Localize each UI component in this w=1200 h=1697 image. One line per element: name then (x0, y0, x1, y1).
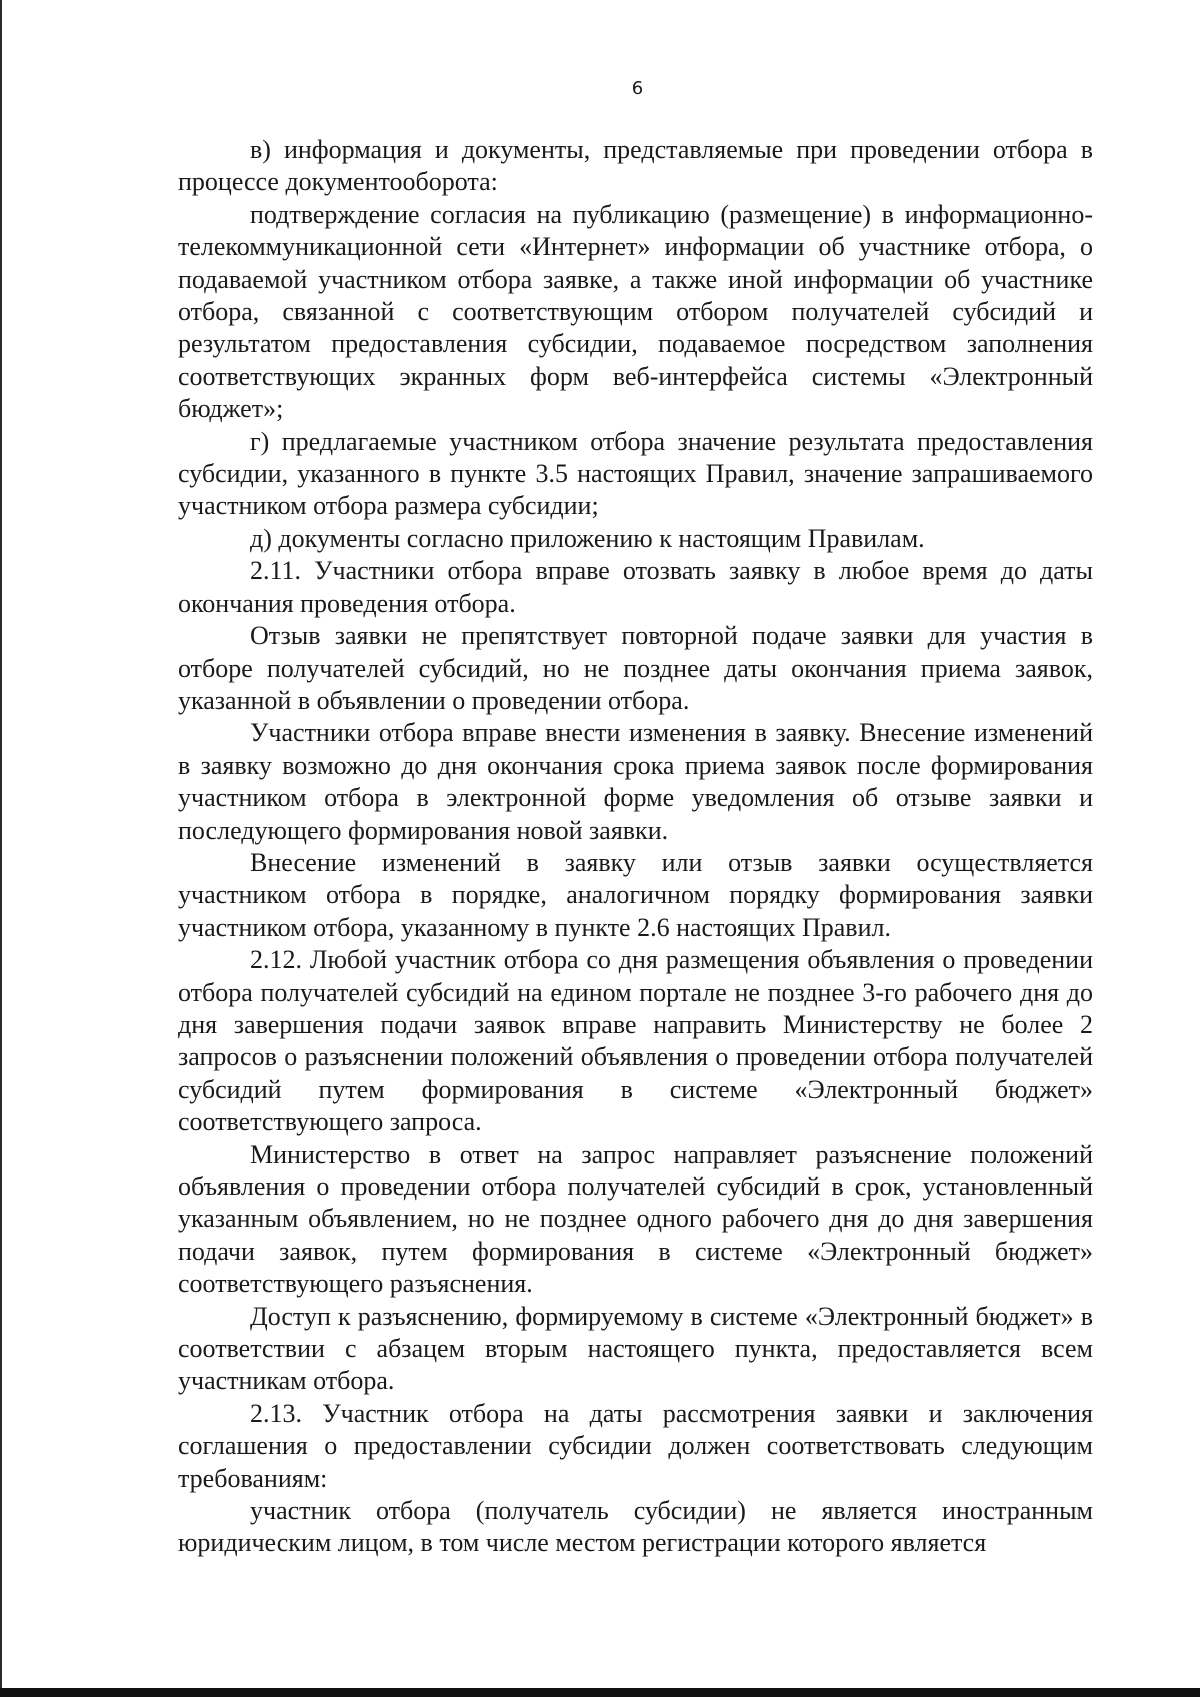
paragraph-changes: Участники отбора вправе внести изменения в заявку. Внесение изменений в заявку возможно до дня окончания срока приема заявок после формирования участником отбора в электронной форме уведомления об отзыве заявки и последующего формирования новой заявки. (178, 718, 1093, 845)
paragraph-d: д) документы согласно приложению к настоящим Правилам. (250, 523, 925, 553)
page-number: 6 (631, 78, 644, 99)
paragraph-consent: подтверждение согласия на публикацию (размещение) в информационно-телекоммуникационной сети «Интернет» информации об участнике отбора, о подаваемой участником отбора заявке, а также иной информации об участнике отбора, связанной с соответствующим отбором получателей субсидий и результатом предоставления субсидии, подаваемое посредством заполнения соответствующих экранных форм веб-интерфейса системы «Электронный бюджет»; (178, 199, 1093, 424)
paragraph-g: г) предлагаемые участником отбора значение результата предоставления субсидии, указанного в пункте 3.5 настоящих Правил, значение запрашиваемого участником отбора размера субсидии; (178, 426, 1093, 521)
paragraph-access: Доступ к разъяснению, формируемому в системе «Электронный бюджет» в соответствии с абзацем вторым настоящего пункта, предоставляется всем участникам отбора. (178, 1301, 1093, 1396)
paragraph-withdrawal: Отзыв заявки не препятствует повторной подаче заявки для участия в отборе получателей субсидий, но не позднее даты окончания приема заявок, указанной в объявлении о проведении отбора. (178, 621, 1093, 715)
paragraph-changes-order: Внесение изменений в заявку или отзыв заявки осуществляется участником отбора в порядке, аналогичном порядку формирования заявки участником отбора, указанному в пункте 2.6 настоящих Правил. (178, 847, 1093, 942)
paragraph-2-13: 2.13. Участник отбора на даты рассмотрения заявки и заключения соглашения о предоставлении субсидии должен соответствовать следующим требованиям: (178, 1398, 1093, 1493)
paragraph-2-11: 2.11. Участники отбора вправе отозвать заявку в любое время до даты окончания проведения отбора. (178, 556, 1093, 618)
scan-edge-left (0, 0, 2, 1697)
scan-edge-bottom (0, 1688, 1200, 1697)
paragraph-v: в) информация и документы, представляемые при проведении отбора в процессе документооборота: (178, 135, 1093, 197)
paragraph-ministry-response: Министерство в ответ на запрос направляет разъяснение положений объявления о проведении отбора получателей субсидий в срок, установленный указанным объявлением, но не позднее одного рабочего дня до дня завершения подачи заявок, путем формирования в системе «Электронный бюджет» соответствующего разъяснения. (178, 1139, 1093, 1299)
paragraph-2-12: 2.12. Любой участник отбора со дня размещения объявления о проведении отбора получателей субсидий на едином портале не позднее 3-го рабочего дня до дня завершения подачи заявок вправе направить Министерству не более 2 запросов о разъяснении положений объявления о проведении отбора получателей субсидий путем формирования в системе «Электронный бюджет» соответствующего запроса. (178, 945, 1093, 1137)
document-body (178, 134, 1093, 1560)
paragraph-requirement-1: участник отбора (получатель субсидии) не является иностранным юридическим лицом, в том числе местом регистрации которого является (178, 1496, 1093, 1558)
